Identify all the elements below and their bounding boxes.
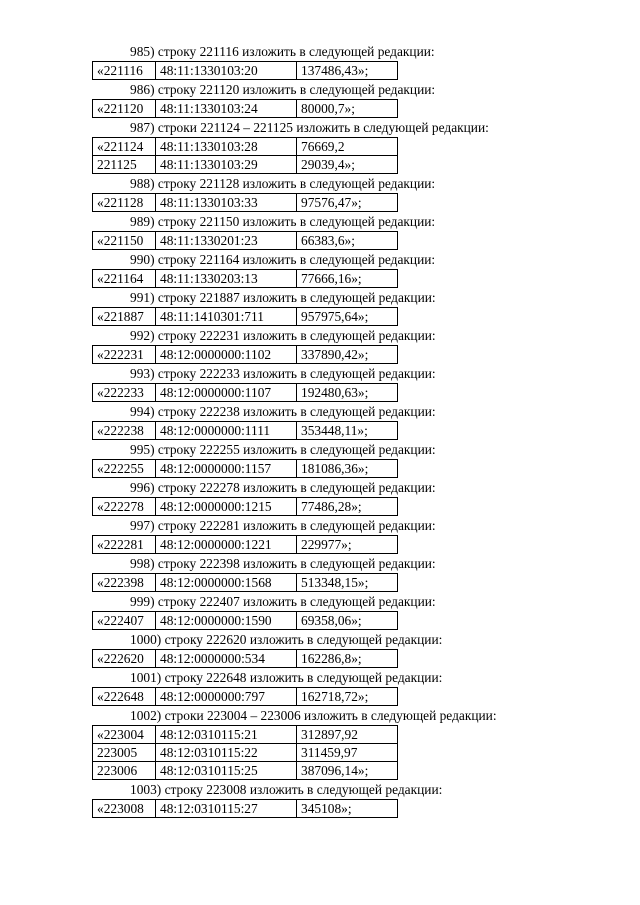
value-cell: 80000,7»; [297,100,398,118]
amendment-block [0,554,640,592]
row-number-cell: «222281 [93,536,156,554]
amendment-table [92,799,398,818]
amendment-table [92,573,398,592]
amendment-table [92,61,398,80]
table-row [93,194,398,212]
cadastral-number-cell: 48:11:1330103:29 [156,156,297,174]
amendment-table [92,345,398,364]
value-cell: 345108»; [297,800,398,818]
cadastral-number-cell: 48:12:0310115:21 [156,726,297,744]
cadastral-number-cell: 48:12:0000000:1107 [156,384,297,402]
amendment-heading: 995) строку 222255 изложить в следующей редакции: [130,442,436,457]
amendment-block [0,592,640,630]
amendment-heading: 991) строку 221887 изложить в следующей редакции: [130,290,436,305]
amendment-heading: 989) строку 221150 изложить в следующей редакции: [130,214,436,229]
amendment-table [92,193,398,212]
amendment-heading: 1001) строку 222648 изложить в следующей редакции: [130,670,443,685]
table-row [93,384,398,402]
table-row [93,744,398,762]
amendment-table [92,307,398,326]
value-cell: 29039,4»; [297,156,398,174]
table-row [93,422,398,440]
row-number-cell: 223006 [93,762,156,780]
row-number-cell: «222231 [93,346,156,364]
value-cell: 66383,6»; [297,232,398,250]
amendment-heading: 985) строку 221116 изложить в следующей редакции: [130,44,435,59]
value-cell: 229977»; [297,536,398,554]
value-cell: 192480,63»; [297,384,398,402]
row-number-cell: «222233 [93,384,156,402]
value-cell: 337890,42»; [297,346,398,364]
table-row [93,156,398,174]
row-number-cell: «222255 [93,460,156,478]
cadastral-number-cell: 48:12:0000000:1157 [156,460,297,478]
cadastral-number-cell: 48:12:0000000:1590 [156,612,297,630]
value-cell: 77486,28»; [297,498,398,516]
amendment-block [0,80,640,118]
row-number-cell: «222620 [93,650,156,668]
value-cell: 387096,14»; [297,762,398,780]
table-row [93,650,398,668]
amendment-heading: 988) строку 221128 изложить в следующей редакции: [130,176,436,191]
amendment-table [92,421,398,440]
cadastral-number-cell: 48:11:1330103:33 [156,194,297,212]
cadastral-number-cell: 48:12:0310115:25 [156,762,297,780]
row-number-cell: «221116 [93,62,156,80]
cadastral-number-cell: 48:11:1330103:24 [156,100,297,118]
amendment-block [0,364,640,402]
value-cell: 311459,97 [297,744,398,762]
row-number-cell: «221887 [93,308,156,326]
amendment-table [92,687,398,706]
amendment-block [0,326,640,364]
value-cell: 312897,92 [297,726,398,744]
amendment-block [0,174,640,212]
table-row [93,100,398,118]
amendment-table [92,611,398,630]
amendment-heading: 993) строку 222233 изложить в следующей редакции: [130,366,436,381]
amendment-block [0,402,640,440]
row-number-cell: «222648 [93,688,156,706]
cadastral-number-cell: 48:12:0000000:534 [156,650,297,668]
amendment-block [0,250,640,288]
amendment-table [92,99,398,118]
row-number-cell: «221128 [93,194,156,212]
amendment-table [92,497,398,516]
cadastral-number-cell: 48:12:0000000:1568 [156,574,297,592]
table-row [93,498,398,516]
amendment-block [0,478,640,516]
amendment-block [0,630,640,668]
cadastral-number-cell: 48:11:1330103:28 [156,138,297,156]
value-cell: 69358,06»; [297,612,398,630]
amendment-block [0,516,640,554]
amendment-heading: 996) строку 222278 изложить в следующей редакции: [130,480,436,495]
amendment-table [92,137,398,174]
cadastral-number-cell: 48:12:0000000:1215 [156,498,297,516]
row-number-cell: «223008 [93,800,156,818]
amendment-heading: 1003) строку 223008 изложить в следующей редакции: [130,782,443,797]
row-number-cell: 221125 [93,156,156,174]
cadastral-number-cell: 48:12:0310115:27 [156,800,297,818]
row-number-cell: «222238 [93,422,156,440]
amendment-heading: 986) строку 221120 изложить в следующей редакции: [130,82,436,97]
cadastral-number-cell: 48:11:1330103:20 [156,62,297,80]
table-row [93,138,398,156]
table-row [93,612,398,630]
table-row [93,726,398,744]
cadastral-number-cell: 48:12:0000000:797 [156,688,297,706]
document-page [0,42,640,818]
amendment-block [0,288,640,326]
row-number-cell: «221120 [93,100,156,118]
table-row [93,308,398,326]
table-row [93,574,398,592]
amendment-heading: 987) строки 221124 – 221125 изложить в следующей редакции: [130,120,489,135]
value-cell: 97576,47»; [297,194,398,212]
row-number-cell: «222407 [93,612,156,630]
value-cell: 76669,2 [297,138,398,156]
amendment-table [92,535,398,554]
row-number-cell: «222278 [93,498,156,516]
amendment-block [0,212,640,250]
row-number-cell: «223004 [93,726,156,744]
table-row [93,346,398,364]
amendment-block [0,42,640,80]
table-row [93,62,398,80]
amendment-heading: 994) строку 222238 изложить в следующей редакции: [130,404,436,419]
value-cell: 957975,64»; [297,308,398,326]
amendment-heading: 992) строку 222231 изложить в следующей редакции: [130,328,436,343]
amendment-block [0,780,640,818]
value-cell: 77666,16»; [297,270,398,288]
amendment-table [92,725,398,780]
value-cell: 353448,11»; [297,422,398,440]
cadastral-number-cell: 48:11:1410301:711 [156,308,297,326]
table-row [93,762,398,780]
cadastral-number-cell: 48:11:1330203:13 [156,270,297,288]
table-row [93,536,398,554]
amendment-table [92,459,398,478]
amendment-heading: 999) строку 222407 изложить в следующей редакции: [130,594,436,609]
row-number-cell: «221124 [93,138,156,156]
amendment-table [92,231,398,250]
amendment-heading: 1002) строки 223004 – 223006 изложить в следующей редакции: [130,708,497,723]
value-cell: 137486,43»; [297,62,398,80]
row-number-cell: «221164 [93,270,156,288]
cadastral-number-cell: 48:12:0000000:1111 [156,422,297,440]
value-cell: 162718,72»; [297,688,398,706]
amendment-table [92,383,398,402]
value-cell: 513348,15»; [297,574,398,592]
amendment-block [0,118,640,174]
amendment-block [0,440,640,478]
amendment-block [0,668,640,706]
table-row [93,688,398,706]
amendment-heading: 990) строку 221164 изложить в следующей редакции: [130,252,436,267]
value-cell: 162286,8»; [297,650,398,668]
cadastral-number-cell: 48:11:1330201:23 [156,232,297,250]
row-number-cell: «222398 [93,574,156,592]
cadastral-number-cell: 48:12:0310115:22 [156,744,297,762]
amendment-block [0,706,640,780]
amendment-heading: 998) строку 222398 изложить в следующей редакции: [130,556,436,571]
row-number-cell: 223005 [93,744,156,762]
table-row [93,460,398,478]
amendment-heading: 1000) строку 222620 изложить в следующей редакции: [130,632,443,647]
row-number-cell: «221150 [93,232,156,250]
amendment-table [92,649,398,668]
table-row [93,270,398,288]
cadastral-number-cell: 48:12:0000000:1102 [156,346,297,364]
cadastral-number-cell: 48:12:0000000:1221 [156,536,297,554]
amendment-heading: 997) строку 222281 изложить в следующей редакции: [130,518,436,533]
value-cell: 181086,36»; [297,460,398,478]
table-row [93,232,398,250]
table-row [93,800,398,818]
amendment-table [92,269,398,288]
